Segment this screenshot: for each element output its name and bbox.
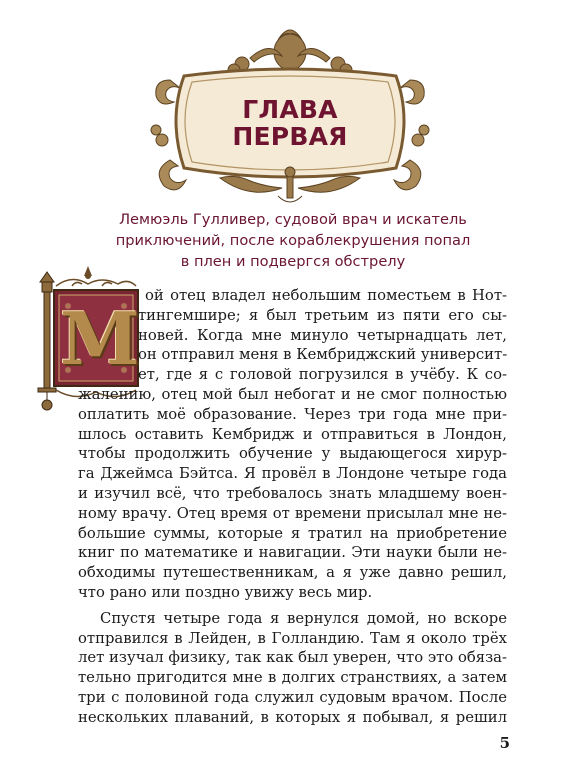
text-line: он отправил меня в Кембриджский университ- — [138, 346, 508, 364]
text-line: книг по математике и навигации. Эти науки были не- — [78, 544, 507, 562]
text-line: Спустя четыре года я вернулся домой, но вскоре — [100, 609, 507, 627]
chapter-cartouche — [150, 10, 430, 208]
subtitle-line: Лемюэль Гулливер, судовой врач и искатель — [119, 211, 467, 228]
chapter-title-line1: ГЛАВА — [242, 95, 338, 124]
text-line: чтобы продолжить обучение у выдающегося хирур- — [78, 445, 507, 463]
text-line: га Джеймса Бэйтса. Я провёл в Лондоне четыре года — [78, 465, 507, 483]
chapter-title — [150, 96, 430, 150]
text-line: что рано или поздно увижу весь мир. — [78, 584, 373, 601]
text-line: тельно пригодится мне в долгих странствиях, а затем — [78, 669, 507, 687]
text-line: новей. Когда мне минуло четырнадцать лет, — [138, 326, 507, 344]
chapter-title-line2: ПЕРВАЯ — [232, 122, 348, 151]
text-line: три с половиной года служил судовым врачом. После — [78, 689, 507, 706]
text-line: лет изучал физику, так как был уверен, что это обяза- — [78, 649, 507, 667]
page-number: 5 — [499, 733, 510, 752]
text-line: шлось оставить Кембридж и отправиться в Лондон, — [78, 425, 507, 443]
text-line: ой отец владел небольшим поместьем в Нот- — [145, 287, 507, 304]
text-line: нескольких плаваний, в которых я побывал, я решил — [78, 708, 507, 726]
subtitle-line: приключений, после кораблекрушения попал — [115, 232, 471, 249]
text-line: и изучил всё, что требовалось знать младшему воен- — [78, 485, 507, 502]
text-line: тингемшире; я был третьим из пяти его сы- — [138, 306, 507, 324]
text-line: обходимы путешественникам, а я уже давно решил, — [78, 564, 507, 582]
text-line: оплатить моё образование. Через три года мне при- — [78, 405, 507, 423]
text-line: отправился в Лейден, в Голландию. Там я около трёх — [78, 629, 507, 647]
text-line: ному врачу. Отец время от времени присылал мне не- — [78, 504, 507, 522]
text-line: ет, где я с головой погрузился в учёбу. К со- — [138, 366, 507, 384]
drop-cap-letter: М — [60, 296, 140, 381]
chapter-subtitle — [86, 209, 500, 272]
text-line: большие суммы, которые я тратил на приобретение — [78, 524, 507, 542]
subtitle-line: в плен и подвергся обстрелу — [180, 253, 406, 270]
text-line: жалению, отец мой был небогат и не смог полностью — [78, 386, 507, 403]
